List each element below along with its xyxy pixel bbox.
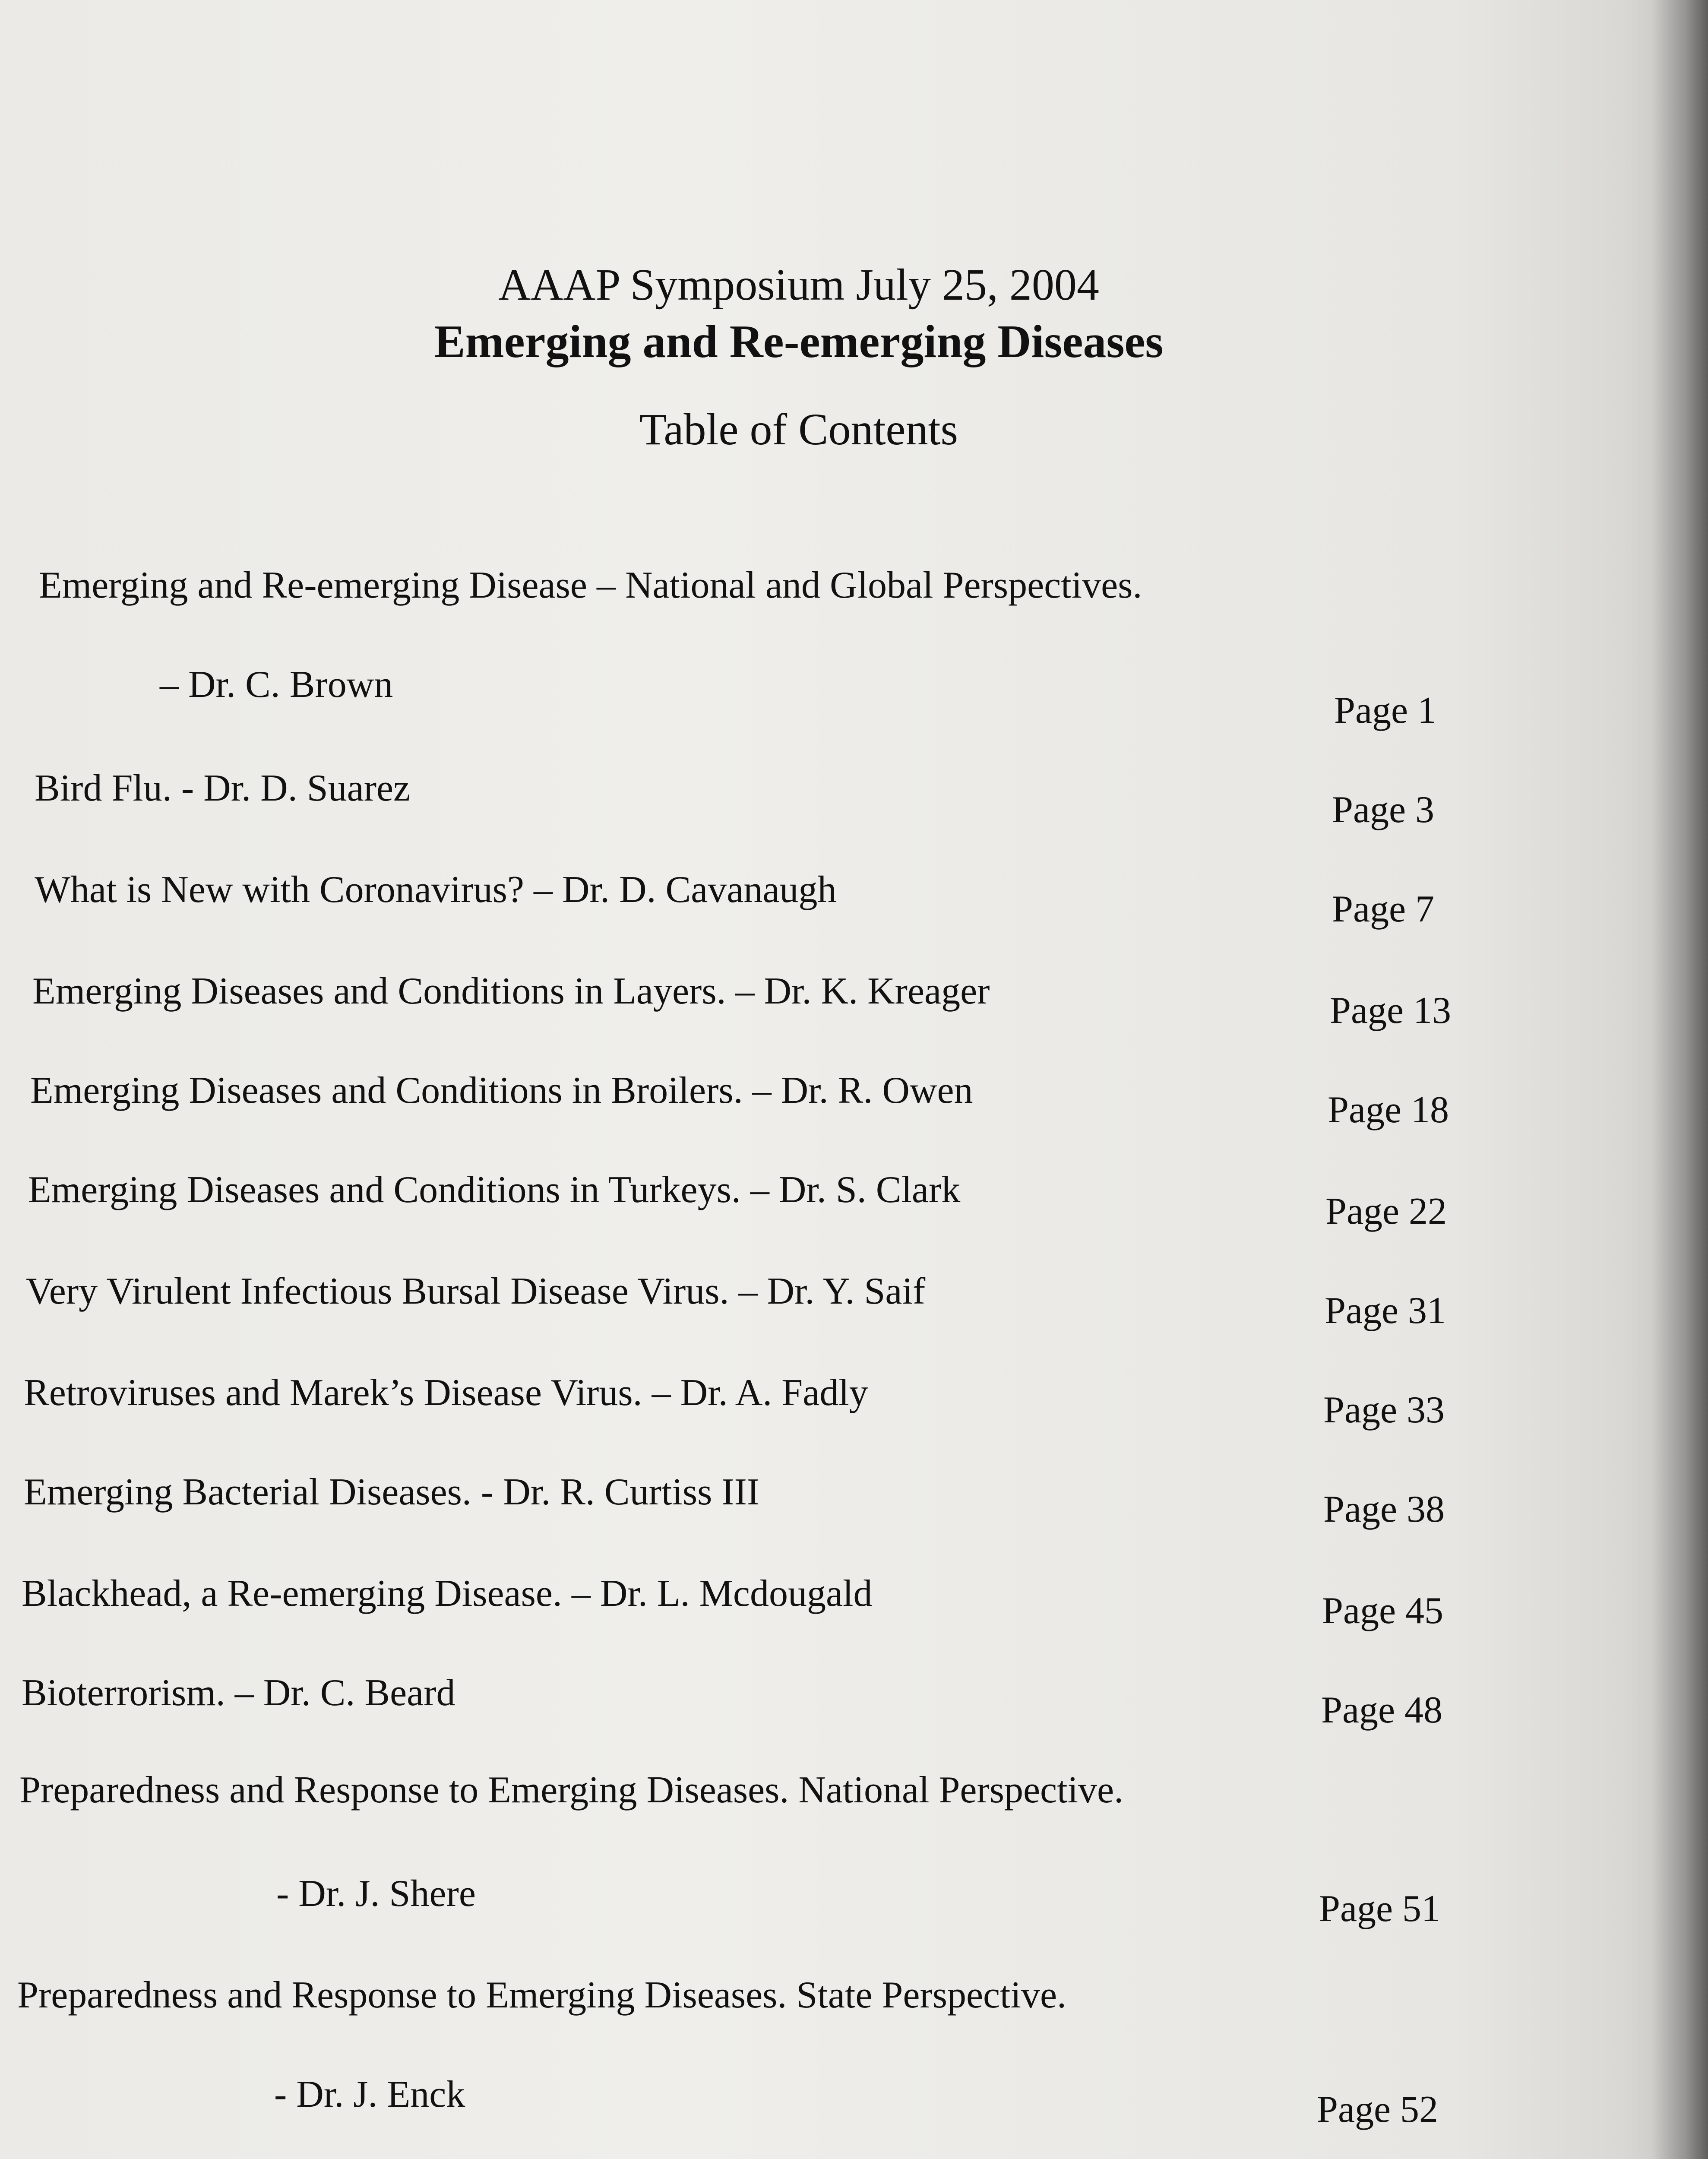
- toc-entry-page: Page 31: [1325, 1290, 1446, 1332]
- toc-entry-title: Very Virulent Infectious Bursal Disease Virus. – Dr. Y. Saif: [26, 1270, 926, 1312]
- toc-entry-page: Page 13: [1330, 990, 1452, 1032]
- toc-entry-title: Emerging Bacterial Diseases. - Dr. R. Curtiss III: [24, 1471, 760, 1513]
- toc-entry-title: Emerging Diseases and Conditions in Layers. – Dr. K. Kreager: [32, 970, 990, 1012]
- toc-entry-page: Page 51: [1319, 1888, 1441, 1930]
- toc-entry-author: – Dr. C. Brown: [160, 664, 393, 706]
- page-edge-shadow: [1652, 0, 1708, 2159]
- toc-entry-page: Page 38: [1323, 1488, 1445, 1530]
- toc-entry-page: Page 22: [1325, 1190, 1447, 1232]
- toc-entry-author: - Dr. J. Shere: [276, 1873, 476, 1915]
- toc-entry-title: What is New with Coronavirus? – Dr. D. Cavanaugh: [35, 869, 837, 911]
- toc-entry-page: Page 7: [1332, 888, 1435, 930]
- toc-entry-page: Page 48: [1321, 1689, 1443, 1731]
- toc-entry-page: Page 18: [1328, 1089, 1449, 1131]
- toc-entry-title: Emerging Diseases and Conditions in Turkeys. – Dr. S. Clark: [28, 1169, 961, 1211]
- toc-heading: Table of Contents: [639, 405, 958, 454]
- toc-entry-author: - Dr. J. Enck: [274, 2074, 465, 2115]
- toc-entry-title: Retroviruses and Marek’s Disease Virus. – Dr. A. Fadly: [24, 1372, 868, 1414]
- symposium-title: AAAP Symposium July 25, 2004: [498, 260, 1099, 310]
- toc-entry-title: Bird Flu. - Dr. D. Suarez: [35, 767, 411, 809]
- toc-entry-title: Emerging Diseases and Conditions in Broilers. – Dr. R. Owen: [30, 1070, 973, 1111]
- toc-entry-title: Blackhead, a Re-emerging Disease. – Dr. L. Mcdougald: [22, 1573, 873, 1615]
- toc-entry-page: Page 45: [1322, 1590, 1444, 1632]
- toc-entry-page: Page 3: [1332, 789, 1435, 831]
- toc-entry-page: Page 52: [1317, 2089, 1439, 2131]
- toc-entry-page: Page 33: [1323, 1389, 1445, 1431]
- document-subtitle: Emerging and Re-emerging Diseases: [434, 316, 1164, 367]
- toc-entry-title: Preparedness and Response to Emerging Diseases. State Perspective.: [17, 1974, 1067, 2016]
- toc-entry-title: Bioterrorism. – Dr. C. Beard: [22, 1672, 455, 1714]
- toc-entry-title: Preparedness and Response to Emerging Diseases. National Perspective.: [19, 1769, 1124, 1811]
- toc-entry-page: Page 1: [1334, 690, 1437, 731]
- toc-entry-title: Emerging and Re-emerging Disease – National and Global Perspectives.: [39, 564, 1142, 606]
